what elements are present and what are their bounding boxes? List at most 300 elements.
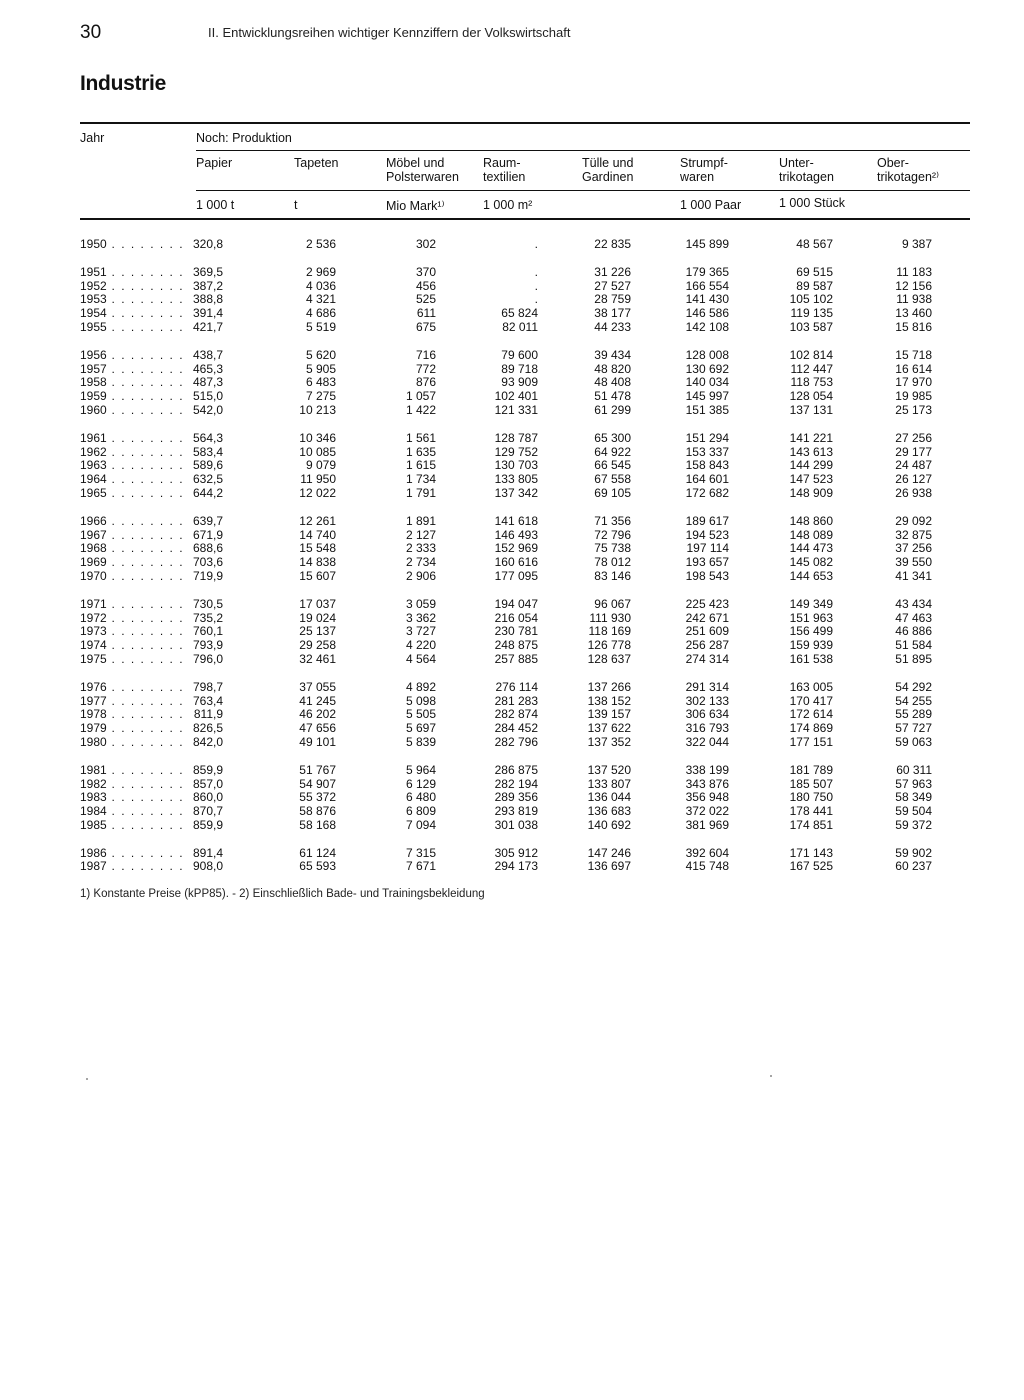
table-cell: 719,9 bbox=[192, 568, 223, 583]
table-row bbox=[80, 736, 980, 750]
table-cell: 338 199 bbox=[685, 762, 729, 777]
table-cell: 58 168 bbox=[299, 817, 336, 832]
year-cell bbox=[80, 776, 185, 792]
table-row bbox=[80, 487, 980, 501]
table-cell: 15 816 bbox=[895, 319, 932, 334]
table-row bbox=[80, 459, 980, 473]
table-cell: 5 905 bbox=[305, 361, 336, 376]
table-cell: 15 607 bbox=[299, 568, 336, 583]
table-cell: 39 434 bbox=[594, 347, 631, 362]
col-label-2: textilien bbox=[483, 170, 526, 184]
table-cell: 185 507 bbox=[789, 776, 833, 791]
table-cell: 152 969 bbox=[494, 541, 538, 556]
table-cell: 128 787 bbox=[494, 430, 538, 445]
year-value: 1972 bbox=[80, 610, 107, 625]
table-cell: 5 519 bbox=[305, 319, 336, 334]
year-cell bbox=[80, 721, 185, 736]
year-value: 1984 bbox=[80, 804, 107, 819]
table-cell: 257 885 bbox=[494, 651, 538, 666]
table-cell: 130 692 bbox=[685, 361, 729, 376]
col-header-raumtextilien bbox=[483, 156, 525, 184]
row-group bbox=[80, 432, 980, 501]
leader-dots: . . . . . . . . bbox=[106, 541, 185, 556]
year-cell bbox=[80, 790, 185, 805]
col-label-2: trikotagen bbox=[779, 170, 834, 184]
year-value: 1951 bbox=[80, 264, 107, 279]
table-cell: 388,8 bbox=[192, 292, 223, 307]
table-cell: 1 791 bbox=[405, 485, 436, 500]
table-cell: 146 586 bbox=[685, 306, 729, 321]
year-value: 1963 bbox=[80, 458, 107, 473]
leader-dots: . . . . . . . . bbox=[106, 790, 185, 805]
table-cell: 276 114 bbox=[495, 679, 538, 694]
table-cell: 632,5 bbox=[192, 472, 223, 487]
table-cell: 140 034 bbox=[685, 375, 729, 390]
table-cell: 130 703 bbox=[494, 458, 538, 473]
leader-dots: . . . . . . . . bbox=[106, 651, 185, 666]
table-row bbox=[80, 722, 980, 736]
table-cell: 381 969 bbox=[685, 817, 729, 832]
table-cell: 225 423 bbox=[685, 596, 729, 611]
table-cell: 1 734 bbox=[405, 472, 436, 487]
table-cell: 291 314 bbox=[685, 679, 729, 694]
running-head: II. Entwicklungsreihen wichtiger Kennziffern der Volkswirtschaft bbox=[208, 25, 571, 40]
year-cell bbox=[80, 375, 185, 390]
table-cell: 143 613 bbox=[789, 444, 833, 459]
table-cell: 136 697 bbox=[587, 859, 631, 874]
table-cell: 128 008 bbox=[685, 347, 729, 362]
year-value: 1956 bbox=[80, 347, 107, 362]
table-cell: 29 258 bbox=[299, 638, 336, 653]
table-cell: 7 315 bbox=[405, 845, 436, 860]
table-cell: 59 902 bbox=[895, 845, 932, 860]
table-cell: 61 124 bbox=[299, 845, 336, 860]
year-value: 1980 bbox=[80, 734, 107, 749]
table-cell: 48 408 bbox=[594, 375, 631, 390]
table-row bbox=[80, 860, 980, 874]
table-cell: 19 024 bbox=[299, 610, 336, 625]
year-value: 1966 bbox=[80, 513, 107, 528]
table-cell: 438,7 bbox=[192, 347, 223, 362]
table-cell: 6 129 bbox=[405, 776, 436, 791]
leader-dots: . . . . . . . . bbox=[106, 458, 185, 473]
table-row bbox=[80, 515, 980, 529]
year-cell bbox=[80, 527, 185, 543]
row-group bbox=[80, 238, 980, 252]
table-cell: 891,4 bbox=[192, 845, 223, 860]
table-cell: 60 237 bbox=[895, 859, 932, 874]
year-cell bbox=[80, 361, 185, 377]
row-group bbox=[80, 764, 980, 833]
table-cell: 89 587 bbox=[796, 278, 833, 293]
table-cell: 25 137 bbox=[299, 624, 336, 639]
table-cell: 29 092 bbox=[895, 513, 932, 528]
page-number: 30 bbox=[80, 22, 102, 43]
row-group bbox=[80, 349, 980, 418]
table-cell: 320,8 bbox=[192, 237, 223, 251]
table-cell: 294 173 bbox=[494, 859, 538, 874]
table-cell: 160 616 bbox=[494, 555, 538, 570]
table-cell: 316 793 bbox=[685, 721, 729, 736]
table-cell: 55 372 bbox=[299, 790, 336, 805]
leader-dots: . . . . . . . . bbox=[106, 721, 185, 736]
table-cell: 102 814 bbox=[789, 347, 833, 362]
table-cell: 282 194 bbox=[494, 776, 538, 791]
year-value: 1950 bbox=[80, 237, 107, 251]
table-cell: 7 275 bbox=[305, 389, 336, 404]
table-cell: 4 892 bbox=[405, 679, 436, 694]
table-cell: 859,9 bbox=[192, 817, 223, 832]
leader-dots: . . . . . . . . bbox=[106, 707, 185, 722]
table-cell: 37 256 bbox=[895, 541, 932, 556]
col-label: Ober- bbox=[877, 156, 909, 170]
table-cell: 57 727 bbox=[895, 721, 932, 736]
year-value: 1959 bbox=[80, 389, 107, 404]
table-cell: 4 321 bbox=[305, 292, 336, 307]
table-cell: 27 256 bbox=[895, 430, 932, 445]
table-row bbox=[80, 681, 980, 695]
table-cell: 49 101 bbox=[299, 734, 336, 749]
table-cell: 274 314 bbox=[685, 651, 729, 666]
row-group bbox=[80, 515, 980, 584]
table-cell: 293 819 bbox=[494, 804, 538, 819]
table-cell: 583,4 bbox=[192, 444, 223, 459]
table-cell: 54 292 bbox=[895, 679, 932, 694]
table-cell: 14 740 bbox=[299, 527, 336, 542]
table-cell: 57 963 bbox=[895, 776, 932, 791]
leader-dots: . . . . . . . . bbox=[106, 610, 185, 625]
table-cell: 174 869 bbox=[789, 721, 833, 736]
year-cell bbox=[80, 845, 185, 861]
table-cell: 26 938 bbox=[895, 485, 932, 500]
table-cell: 15 718 bbox=[895, 347, 932, 362]
table-row bbox=[80, 363, 980, 377]
table-cell: 322 044 bbox=[685, 734, 729, 749]
year-cell bbox=[80, 610, 185, 626]
year-value: 1973 bbox=[80, 624, 107, 639]
leader-dots: . . . . . . . . bbox=[106, 485, 185, 500]
table-cell: 69 515 bbox=[796, 264, 833, 279]
table-cell: 172 682 bbox=[685, 485, 729, 500]
year-value: 1958 bbox=[80, 375, 107, 390]
col-label-2: trikotagen²⁾ bbox=[877, 170, 940, 184]
leader-dots: . . . . . . . . bbox=[106, 402, 185, 417]
table-cell: 4 220 bbox=[405, 638, 436, 653]
unit-trikotagen: 1 000 Stück bbox=[779, 196, 846, 210]
table-cell: 392 604 bbox=[685, 845, 729, 860]
unit-strumpfwaren: 1 000 Paar bbox=[680, 198, 742, 212]
table-cell: 11 950 bbox=[300, 472, 336, 487]
table-cell: 811,9 bbox=[193, 707, 223, 722]
leader-dots: . . . . . . . . bbox=[106, 568, 185, 583]
table-cell: 703,6 bbox=[192, 555, 223, 570]
year-cell bbox=[80, 707, 185, 722]
table-cell: 14 838 bbox=[299, 555, 336, 570]
table-cell: 194 047 bbox=[494, 596, 538, 611]
table-cell: 611 bbox=[416, 306, 436, 321]
unit-papier: 1 000 t bbox=[196, 198, 235, 212]
table-row bbox=[80, 349, 980, 363]
table-cell: 118 169 bbox=[588, 624, 631, 639]
table-cell: 167 525 bbox=[789, 859, 833, 874]
table-cell: 137 622 bbox=[587, 721, 631, 736]
page-header bbox=[80, 22, 980, 46]
table-cell: 1 891 bbox=[405, 513, 436, 528]
table-row bbox=[80, 404, 980, 418]
table-cell: 305 912 bbox=[494, 845, 538, 860]
table-cell: 72 796 bbox=[594, 527, 631, 542]
table-cell: 179 365 bbox=[685, 264, 729, 279]
table-cell: 10 346 bbox=[299, 430, 336, 445]
table-cell: 372 022 bbox=[685, 804, 729, 819]
table-cell: 289 356 bbox=[494, 790, 538, 805]
table-cell: 5 620 bbox=[305, 347, 336, 362]
year-value: 1979 bbox=[80, 721, 107, 736]
table-cell: 3 727 bbox=[405, 624, 436, 639]
table-cell: 144 299 bbox=[789, 458, 833, 473]
unit-moebel: Mio Mark¹⁾ bbox=[386, 199, 445, 213]
table-cell: 151 963 bbox=[789, 610, 833, 625]
table-cell: 51 584 bbox=[895, 638, 932, 653]
col-label: Papier bbox=[196, 156, 233, 170]
table-cell: 67 558 bbox=[594, 472, 631, 487]
table-row bbox=[80, 266, 980, 280]
table-cell: 65 593 bbox=[299, 859, 336, 874]
table-cell: 151 385 bbox=[685, 402, 729, 417]
year-value: 1955 bbox=[80, 319, 107, 334]
year-value: 1977 bbox=[80, 693, 107, 708]
table-cell: 89 718 bbox=[501, 361, 538, 376]
table-cell: 47 463 bbox=[895, 610, 932, 625]
table-cell: 4 036 bbox=[305, 278, 336, 293]
year-cell bbox=[80, 651, 185, 667]
table-cell: 27 527 bbox=[594, 278, 631, 293]
table-cell: 798,7 bbox=[192, 679, 223, 694]
table-cell: 164 601 bbox=[685, 472, 729, 487]
table-cell: 387,2 bbox=[192, 278, 223, 293]
leader-dots: . . . . . . . . bbox=[106, 527, 185, 542]
leader-dots: . . . . . . . . bbox=[106, 859, 185, 874]
unit-raumtextilien: 1 000 m² bbox=[483, 198, 533, 212]
leader-dots: . . . . . . . . bbox=[106, 347, 185, 362]
table-cell: 65 824 bbox=[501, 306, 538, 321]
table-cell: 25 173 bbox=[895, 402, 932, 417]
table-cell: . bbox=[534, 237, 538, 251]
table-cell: 282 796 bbox=[494, 734, 538, 749]
year-value: 1981 bbox=[80, 762, 107, 777]
table-row bbox=[80, 556, 980, 570]
table-cell: 1 057 bbox=[405, 389, 436, 404]
table-cell: 1 615 bbox=[405, 458, 436, 473]
year-cell bbox=[80, 264, 185, 280]
table-cell: 281 283 bbox=[494, 693, 538, 708]
year-cell bbox=[80, 817, 185, 833]
leader-dots: . . . . . . . . bbox=[106, 513, 185, 528]
leader-dots: . . . . . . . . bbox=[106, 762, 185, 777]
col-label: Unter- bbox=[779, 156, 814, 170]
table-cell: 10 213 bbox=[299, 402, 336, 417]
table-row bbox=[80, 847, 980, 861]
col-header-untertrikotagen bbox=[779, 156, 834, 184]
year-cell bbox=[80, 306, 185, 321]
table-cell: . bbox=[534, 292, 538, 307]
table-cell: 51 478 bbox=[594, 389, 631, 404]
table-cell: 639,7 bbox=[192, 513, 223, 528]
table-cell: 675 bbox=[415, 319, 436, 334]
table-cell: 564,3 bbox=[192, 430, 223, 445]
table-row bbox=[80, 542, 980, 556]
table-cell: 64 922 bbox=[594, 444, 631, 459]
table-cell: 286 875 bbox=[494, 762, 538, 777]
row-group bbox=[80, 598, 980, 667]
header-bottom-rule bbox=[80, 218, 970, 220]
table-cell: 78 012 bbox=[594, 555, 631, 570]
table-cell: 5 964 bbox=[405, 762, 436, 777]
col-header-tapeten bbox=[294, 156, 338, 170]
year-cell bbox=[80, 278, 185, 294]
year-header: Jahr bbox=[80, 131, 105, 145]
table-cell: 103 587 bbox=[789, 319, 833, 334]
table-cell: 2 536 bbox=[305, 237, 336, 251]
table-row bbox=[80, 764, 980, 778]
leader-dots: . . . . . . . . bbox=[106, 472, 185, 487]
table-row bbox=[80, 625, 980, 639]
year-value: 1965 bbox=[80, 485, 107, 500]
table-row bbox=[80, 473, 980, 487]
table-cell: 1 422 bbox=[405, 402, 436, 417]
table-cell: 142 108 bbox=[685, 319, 729, 334]
col-label: Tülle und bbox=[582, 156, 634, 170]
row-group bbox=[80, 847, 980, 875]
table-cell: 71 356 bbox=[594, 513, 631, 528]
table-cell: 391,4 bbox=[192, 306, 223, 321]
table-cell: 17 037 bbox=[299, 596, 336, 611]
table-cell: 161 538 bbox=[789, 651, 833, 666]
table-row bbox=[80, 598, 980, 612]
table-cell: 171 143 bbox=[789, 845, 833, 860]
table-row bbox=[80, 238, 980, 252]
table-row bbox=[80, 307, 980, 321]
table-cell: 4 686 bbox=[305, 306, 336, 321]
year-cell bbox=[80, 444, 185, 460]
table-cell: 158 843 bbox=[685, 458, 729, 473]
table-cell: 31 226 bbox=[594, 264, 631, 279]
leader-dots: . . . . . . . . bbox=[106, 845, 185, 860]
table-cell: 137 131 bbox=[789, 402, 833, 417]
col-header-papier bbox=[196, 156, 232, 170]
table-cell: 140 692 bbox=[587, 817, 631, 832]
table-cell: 126 778 bbox=[587, 638, 631, 653]
year-value: 1975 bbox=[80, 651, 107, 666]
leader-dots: . . . . . . . . bbox=[106, 776, 185, 791]
year-cell bbox=[80, 319, 185, 335]
table-cell: 24 487 bbox=[895, 458, 932, 473]
table-cell: 146 493 bbox=[494, 527, 538, 542]
table-cell: 55 289 bbox=[895, 707, 932, 722]
table-cell: 174 851 bbox=[789, 817, 833, 832]
table-cell: 343 876 bbox=[685, 776, 729, 791]
table-row bbox=[80, 778, 980, 792]
table-cell: 119 135 bbox=[790, 306, 833, 321]
table-row bbox=[80, 570, 980, 584]
table-row bbox=[80, 432, 980, 446]
year-cell bbox=[80, 347, 185, 363]
table-cell: 12 022 bbox=[299, 485, 336, 500]
table-cell: 15 548 bbox=[299, 541, 336, 556]
table-cell: 19 985 bbox=[895, 389, 932, 404]
table-cell: 166 554 bbox=[685, 278, 729, 293]
table-cell: 136 044 bbox=[587, 790, 631, 805]
unit-top-rule bbox=[196, 190, 970, 191]
year-value: 1967 bbox=[80, 527, 107, 542]
table-cell: 242 671 bbox=[685, 610, 729, 625]
year-cell bbox=[80, 555, 185, 570]
table-cell: 515,0 bbox=[192, 389, 223, 404]
year-value: 1968 bbox=[80, 541, 107, 556]
table-cell: 26 127 bbox=[895, 472, 932, 487]
table-cell: 198 543 bbox=[685, 568, 729, 583]
table-cell: 369,5 bbox=[192, 264, 223, 279]
table-cell: 716 bbox=[415, 347, 436, 362]
year-cell bbox=[80, 624, 185, 639]
table-cell: 61 299 bbox=[594, 402, 631, 417]
table-cell: 256 287 bbox=[685, 638, 729, 653]
section-title: Industrie bbox=[80, 72, 166, 95]
table-cell: 3 362 bbox=[405, 610, 436, 625]
row-group bbox=[80, 266, 980, 335]
leader-dots: . . . . . . . . bbox=[106, 319, 185, 334]
table-cell: . bbox=[534, 278, 538, 293]
table-cell: 111 930 bbox=[589, 610, 631, 625]
table-cell: 2 906 bbox=[405, 568, 436, 583]
table-cell: 170 417 bbox=[789, 693, 833, 708]
table-cell: 177 095 bbox=[494, 568, 538, 583]
table-cell: 2 969 bbox=[305, 264, 336, 279]
table-cell: 5 697 bbox=[405, 721, 436, 736]
table-cell: 69 105 bbox=[594, 485, 631, 500]
table-cell: 82 011 bbox=[502, 319, 538, 334]
col-label: Möbel und bbox=[386, 156, 445, 170]
leader-dots: . . . . . . . . bbox=[106, 444, 185, 459]
table-cell: 302 bbox=[415, 237, 436, 251]
table-cell: 147 246 bbox=[587, 845, 631, 860]
table-cell: 1 561 bbox=[405, 430, 436, 445]
table-cell: 671,9 bbox=[192, 527, 223, 542]
table-cell: 144 653 bbox=[789, 568, 833, 583]
year-cell bbox=[80, 389, 185, 404]
table-row bbox=[80, 612, 980, 626]
table-cell: 148 089 bbox=[789, 527, 833, 542]
table-cell: 48 567 bbox=[796, 237, 833, 251]
table-cell: 12 156 bbox=[895, 278, 932, 293]
col-header-moebel bbox=[386, 156, 459, 184]
table-cell: 7 094 bbox=[405, 817, 436, 832]
table-cell: 28 759 bbox=[594, 292, 631, 307]
table-cell: 5 839 bbox=[405, 734, 436, 749]
table-cell: 356 948 bbox=[685, 790, 729, 805]
table-cell: 177 151 bbox=[789, 734, 833, 749]
table-cell: 163 005 bbox=[789, 679, 833, 694]
table-cell: 908,0 bbox=[192, 859, 223, 874]
table-cell: 415 748 bbox=[685, 859, 729, 874]
table-row bbox=[80, 446, 980, 460]
table-cell: 12 261 bbox=[299, 513, 336, 528]
year-cell bbox=[80, 472, 185, 487]
table-cell: 760,1 bbox=[192, 624, 223, 639]
table-cell: 465,3 bbox=[192, 361, 223, 376]
table-cell: 141 221 bbox=[789, 430, 833, 445]
year-value: 1970 bbox=[80, 568, 107, 583]
